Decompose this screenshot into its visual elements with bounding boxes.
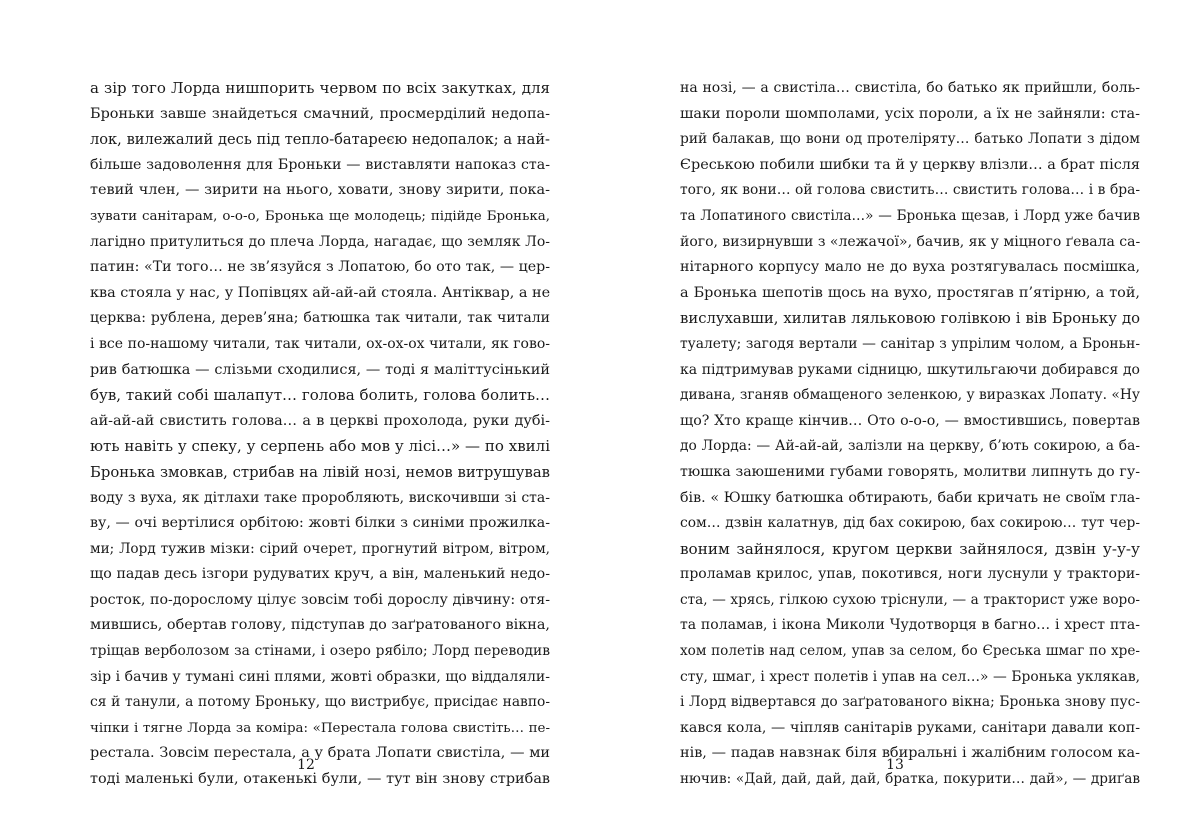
text-line: зувати санітарам, о-о-о, Бронька ще молодець; підійде Бронька, <box>90 208 550 224</box>
text-line: воним зайнялося, кругом церкви зайнялося, дзвін у-у-у <box>680 539 1140 558</box>
text-line: ква стояла у нас, у Попівцях ай-ай-ай стояла. Антіквар, а не <box>90 284 551 301</box>
text-line: лок, вилежалий десь під тепло-батареєю недопалок; а най- <box>90 131 550 149</box>
left-page-text <box>90 76 550 793</box>
text-line: рив батюшка — слізьми сходилися, — тоді я маліттусінький <box>90 361 550 378</box>
text-line: Єреською побили шибки та й у церкву влізли… а брат після <box>680 156 1140 173</box>
right-page <box>600 0 1200 828</box>
text-line: ву, — очі вертілися орбітою: жовті білки з синіми прожилка- <box>90 515 550 532</box>
text-line: і все по-нашому читали, так читали, ох-ох-ох читали, як гово- <box>90 335 550 352</box>
text-line: нів, — падав навзнак біля вбиральні і жалібним голосом ка- <box>680 745 1140 762</box>
text-line: ка підтримував руками сідницю, шкутильгаючи добирався до <box>680 361 1140 378</box>
text-line: Броньки завше знайдеться смачний, просмерділий недопа- <box>90 105 550 122</box>
text-line: проламав крилос, упав, покотився, ноги луснули у трактори- <box>680 566 1140 583</box>
left-page-number: 12 <box>297 757 315 773</box>
text-line: лагідно притулиться до плеча Лорда, нагадає, що земляк Ло- <box>90 233 550 250</box>
text-line: на нозі, — а свистіла… свистіла, бо батько як прийшли, боль- <box>680 80 1140 96</box>
text-line: сту, шмаг, і хрест полетів і упав на сел…» — Бронька уклякав, <box>680 668 1140 685</box>
text-line: тевий член, — зирити на нього, ховати, знову зирити, пока- <box>90 182 550 199</box>
text-line: церква: рублена, дерев’яна; батюшка так читали, так читали <box>90 310 550 327</box>
text-line: росток, по-дорослому цілує зовсім тобі дорослу дівчину: отя- <box>90 591 550 608</box>
text-line: ста, — хрясь, гілкою сухою тріснули, — а тракторист уже воро- <box>680 591 1140 608</box>
text-line: сом… дзвін калатнув, дід бах сокирою, бах сокирою… тут чер- <box>680 515 1140 532</box>
text-line: хом полетів над селом, упав за селом, бо Єреська шмаг по хре- <box>680 643 1140 660</box>
text-line: шаки пороли шомполами, усіх пороли, а їх не зайняли: ста- <box>680 105 1140 122</box>
text-line: тоді маленькі були, отакенькі були, — тут він знову стрибав <box>90 771 550 788</box>
text-line: рестала. Зовсім перестала, а у брата Лопати свистіла, — ми <box>90 745 550 762</box>
text-line: ють навіть у спеку, у серпень або мов у лісі…» — по хвилі <box>90 437 550 456</box>
text-line: нітарного корпусу мало не до вуха розтягувалась посмішка, <box>680 259 1140 276</box>
text-line: кався кола, — чіпляв санітарів руками, санітари давали коп- <box>680 719 1140 736</box>
text-line: ся й танули, а потому Броньку, що вистрибує, присідає навпо- <box>90 694 550 711</box>
text-line: його, визирнувши з «лежачої», бачив, як у міцного ґевала са- <box>680 233 1141 250</box>
text-line: та Лопатиного свистіла…» — Бронька щезав, і Лорд уже бачив <box>680 207 1140 224</box>
text-line: воду з вуха, як дітлахи таке проробляють, вискочивши зі ста- <box>90 489 550 506</box>
text-line: тюшка заюшеними губами говорять, молитви липнуть до гу- <box>680 463 1140 480</box>
text-line: того, як вони… ой голова свистить… свистить голова… і в бра- <box>680 182 1140 199</box>
text-line: дивана, зганяв обмащеного зеленкою, у виразках Лопату. «Ну <box>680 387 1140 404</box>
text-line: Бронька змовкав, стрибав на лівій нозі, немов витрушував <box>90 463 550 481</box>
right-page-text <box>680 76 1140 793</box>
text-line: бів. « Юшку батюшка обтирають, баби кричать не своїм гла- <box>680 489 1140 506</box>
text-line: туалету; загодя вертали — санітар з упрілим чолом, а Броньн- <box>680 335 1140 352</box>
text-line: до Лорда: — Ай-ай-ай, залізли на церкву, б’ють сокирою, а ба- <box>680 438 1140 455</box>
text-line: зір і бачив у тумані сині плями, жовті образки, що віддаляли- <box>90 668 550 685</box>
text-line: мившись, обертав голову, підступав до заґратованого вікна, <box>90 617 551 634</box>
text-line: що падав десь ізгори рудуватих круч, а він, маленький недо- <box>90 566 550 583</box>
text-line: а зір того Лорда нишпорить червом по всіх закутках, для <box>90 79 550 97</box>
text-line: а Бронька шепотів щось на вухо, простягав п’ятірню, а той, <box>680 284 1140 301</box>
text-line: рий балакав, що вони од протеліряту… батько Лопати з дідом <box>680 131 1140 148</box>
text-line: більше задоволення для Броньки — виставляти напоказ ста- <box>90 156 550 173</box>
text-line: тріщав верболозом за стінами, і озеро рябіло; Лорд переводив <box>90 643 550 660</box>
text-line: що? Хто краще кінчив… Ото о-о-о, — вмостившись, повертав <box>680 412 1140 429</box>
text-line: патин: «Ти того… не зв’язуйся з Лопатою, бо ото так, — цер- <box>90 259 550 276</box>
text-line: ми; Лорд тужив мізки: сірий очерет, прогнутий вітром, вітром, <box>90 540 550 557</box>
text-line: та поламав, і ікона Миколи Чудотворця в багно… і хрест пта- <box>680 617 1140 634</box>
text-line: і Лорд відвертався до заґратованого вікна; Бронька знову пус- <box>680 694 1140 711</box>
text-line: вислухавши, хилитав ляльковою голівкою і вів Броньку до <box>680 310 1140 328</box>
right-page-number: 13 <box>886 757 904 773</box>
text-line: був, такий собі шалапут… голова болить, голова болить… <box>90 386 550 405</box>
text-line: чіпки і тягне Лорда за коміра: «Перестала голова свистіть… пе- <box>90 720 550 736</box>
text-line: нючив: «Дай, дай, дай, дай, братка, покурити… дай», — дриґав <box>680 771 1140 788</box>
text-line: ай-ай-ай свистить голова… а в церкві прохолода, руки дубі- <box>90 412 550 429</box>
